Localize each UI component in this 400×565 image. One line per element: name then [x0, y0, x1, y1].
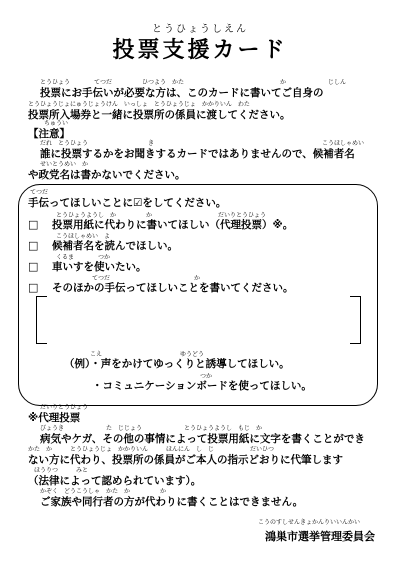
page-title: 投票支援カード: [112, 38, 288, 63]
proxy-line-2: ない方に代わり、投票所の係員がご本人の指示どおりに代筆します: [28, 454, 343, 466]
checkbox-other[interactable]: □: [28, 281, 39, 294]
item-2-ruby: こうほしゃめい よ: [56, 233, 111, 240]
notice-ruby-1: だれ とうひょう き こうほしゃめい: [40, 140, 365, 147]
notice-heading: 【注意】: [28, 128, 70, 140]
notice-line-1: 誰に投票するかをお聞きするカードではありませんので、候補者名: [40, 148, 355, 160]
notice-ruby: ちゅうい: [44, 120, 69, 127]
proxy-ruby-4: かぞく どうこうしゃ かた か か: [40, 488, 167, 495]
example-ruby-2: つか: [200, 373, 213, 380]
item-read-candidates: 候補者名を読んでほしい。: [52, 240, 178, 252]
proxy-ruby-3: ほうりつ みと: [34, 467, 89, 474]
proxy-line-3: （法律によって認められています）。: [28, 475, 202, 487]
item-4-ruby: てつだ か: [56, 275, 201, 282]
checkbox-proxy-voting[interactable]: □: [28, 218, 39, 231]
proxy-ruby-2: かた か とうひょうじょ かかりいん ほんにん し じ だいひつ: [28, 446, 275, 453]
card-intro: 手伝ってほしいことに☑をしてください。: [28, 197, 227, 209]
proxy-ruby-1: びょうき た じじょう とうひょうようし もじ か: [40, 425, 263, 432]
proxy-line-1: 病気やケガ、その他の事情によって投票用紙に文字を書くことができ: [40, 433, 365, 445]
item-1-ruby: とうひょうようし か か だいりとうひょう: [56, 212, 267, 219]
item-other: そのほかの手伝ってほしいことを書いてください。: [52, 282, 294, 294]
proxy-line-4: ご家族や同行者の方が代わりに書くことはできません。: [40, 496, 304, 508]
example-line-2: ・コミュニケーションボードを使ってほしい。: [92, 380, 312, 392]
intro-line-1: 投票にお手伝いが必要な方は、このカードに書いてご自身の: [40, 87, 324, 99]
free-text-bracket-left: [36, 296, 47, 344]
checkbox-read-candidates[interactable]: □: [28, 239, 39, 252]
proxy-heading: ※代理投票: [28, 412, 81, 424]
title-ruby: とうひょうしえん: [152, 24, 248, 35]
free-text-bracket-right: [350, 296, 361, 344]
intro-line-2: 投票所入場券と一緒に投票所の係員に渡してください。: [28, 109, 291, 121]
issuer-name: 鴻巣市選挙管理委員会: [265, 530, 375, 543]
intro-ruby-2: とうひょうじょにゅうじょうけん いっしょ とうひょうじょ かかりいん わた: [28, 101, 250, 108]
notice-line-2: や政党名は書かないでください。: [28, 169, 186, 181]
issuer-ruby: こうのすしせんきょかんりいいんかい: [258, 519, 361, 526]
item-proxy-voting: 投票用紙に代わりに書いてほしい（代理投票）※。: [52, 219, 294, 231]
notice-ruby-2: せいとうめい か: [40, 161, 89, 168]
card-intro-ruby: てつだ: [30, 189, 49, 196]
item-wheelchair: 車いすを使いたい。: [52, 261, 147, 273]
proxy-heading-ruby: だいりとうひょう: [40, 404, 89, 411]
item-3-ruby: くるま つか: [56, 254, 111, 261]
intro-ruby-1: とうひょう てつだ ひつよう かた か じしん: [40, 79, 347, 86]
example-ruby-1: こえ ゆうどう: [90, 351, 205, 358]
checkbox-wheelchair[interactable]: □: [28, 260, 39, 273]
example-line-1: （例）・声をかけてゆっくりと誘導してほしい。: [64, 358, 290, 370]
